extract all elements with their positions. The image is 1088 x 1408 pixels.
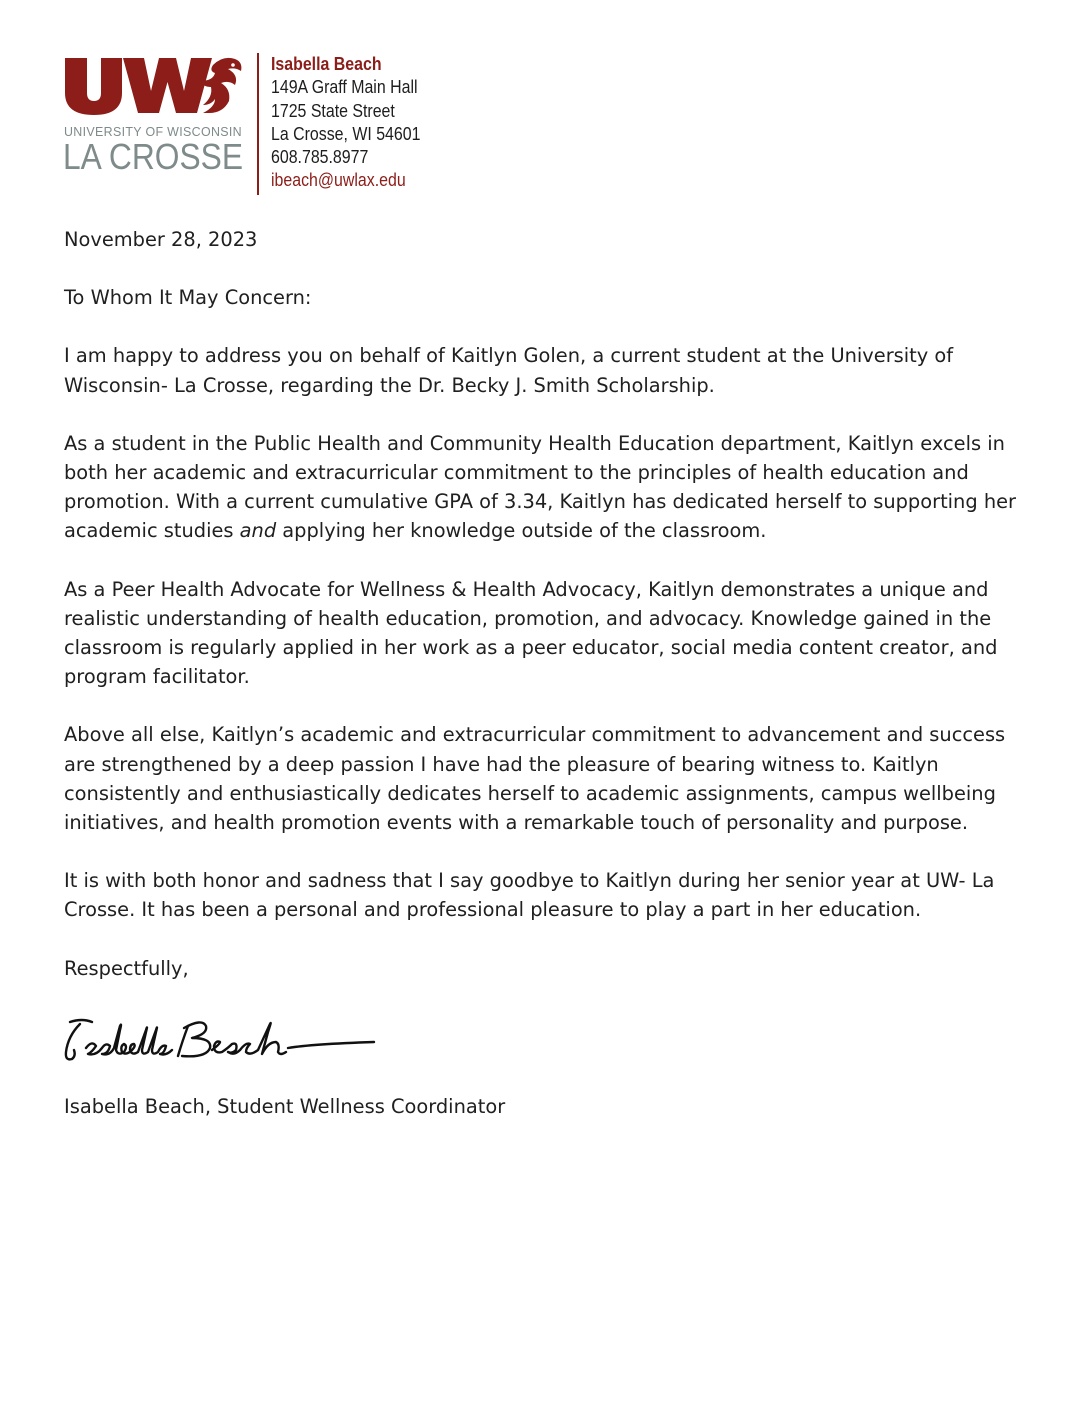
letter-closing: Respectfully, xyxy=(64,956,189,980)
paragraph-commitment: Above all else, Kaitlyn’s academic and extracurricular commitment to advancement and success are strengthened by a deep passion I have had the pleasure of bearing witness to. Kaitlyn consistently and enthusiastically dedicates herself to academic assignments, campus wellbeing initiatives, and health promotion events with a remarkable touch of personality and purpose. xyxy=(64,723,1006,835)
logo-line1: UNIVERSITY OF WISCONSIN xyxy=(64,124,242,139)
letterhead-divider xyxy=(257,53,259,195)
uwl-logo xyxy=(63,55,245,175)
paragraph-academics-tail: applying her knowledge outside of the classroom. xyxy=(276,519,767,543)
letter-date: November 28, 2023 xyxy=(64,228,258,251)
signature-image xyxy=(62,1012,382,1070)
paragraph-peer-advocate: As a Peer Health Advocate for Wellness & Health Advocacy, Kaitlyn demonstrates a unique and realistic understanding of health education, promotion, and advocacy. Knowledge gained in the classroom is regularly applied in her work as a peer educator, social media content creator, and program facilitator. xyxy=(64,577,998,689)
letter-salutation: To Whom It May Concern: xyxy=(64,286,312,310)
paragraph-intro: I am happy to address you on behalf of Kaitlyn Golen, a current student at the University of Wisconsin- La Crosse, regarding the Dr. Becky J. Smith Scholarship. xyxy=(64,344,954,397)
contact-email-link[interactable]: ibeach@uwlax.edu xyxy=(271,169,406,191)
signoff-name: Isabella Beach, Student Wellness Coordinator xyxy=(64,1095,506,1118)
letter-body xyxy=(64,225,1029,1012)
paragraph-farewell: It is with both honor and sadness that I say goodbye to Kaitlyn during her senior year at UW- La Crosse. It has been a personal and professional pleasure to play a part in her education. xyxy=(64,869,995,922)
contact-phone: 608.785.8977 xyxy=(271,146,369,168)
logo-line2: LA CROSSE xyxy=(63,136,243,177)
contact-name: Isabella Beach xyxy=(271,53,382,74)
contact-city: La Crosse, WI 54601 xyxy=(271,122,421,144)
paragraph-academics-text: As a student in the Public Health and Community Health Education department, Kaitlyn excels in both her academic and extracurricular commitment to the principles of health education and promotion. With a current cumulative GPA of 3.34, Kaitlyn has dedicated herself to supporting her academic studies xyxy=(64,431,1017,543)
paragraph-academics xyxy=(64,429,1029,546)
contact-block xyxy=(271,52,420,192)
contact-address1: 149A Graff Main Hall xyxy=(271,76,418,98)
emphasis-text: and xyxy=(239,519,277,543)
contact-address2: 1725 State Street xyxy=(271,99,395,121)
